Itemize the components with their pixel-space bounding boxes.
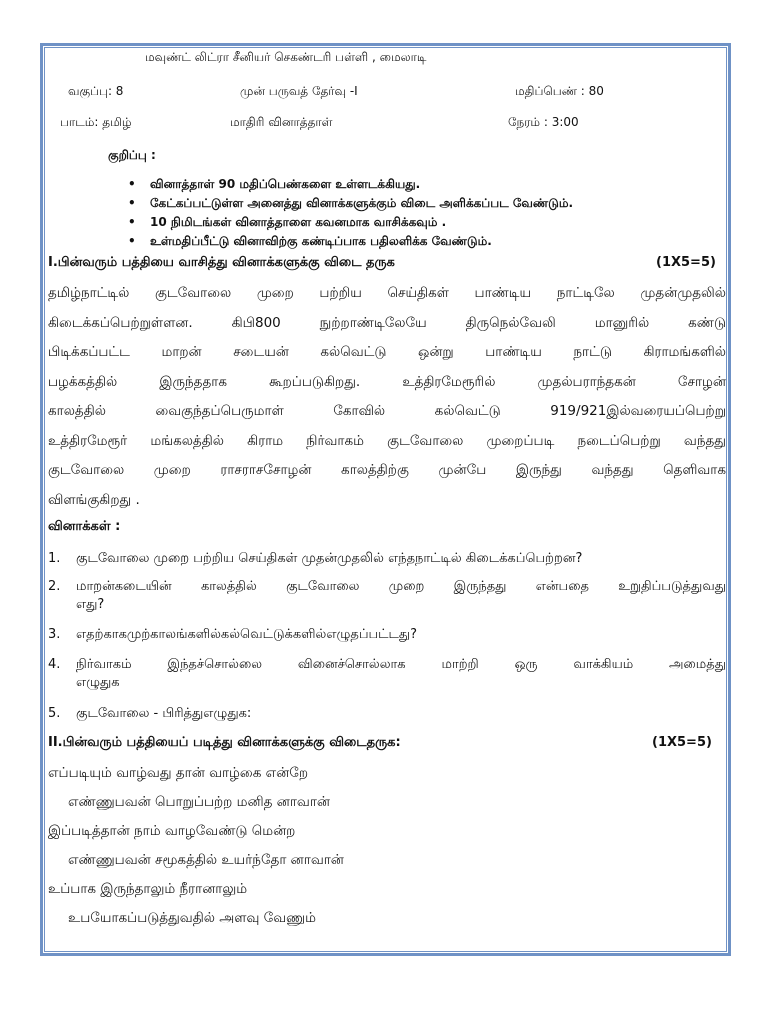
passage-line: பழக்கத்தில் இருந்ததாக கூறப்படுகிறது. உத்திரமேரூரில் முதல்பராந்தகன் சோழன் <box>48 373 726 390</box>
question-text: மாறன்கடையின் காலத்தில் குடவோலை முறை இருந்தது என்பதை உறுதிப்படுத்துவது <box>76 579 726 594</box>
note-item: • வினாத்தாள் 90 மதிப்பெண்களை உள்ளடக்கியது. <box>128 175 718 194</box>
question-number: 1. <box>48 551 61 566</box>
question-text: குடவோலை முறை பற்றிய செய்திகள் முதன்முதலில் எந்தநாட்டில் கிடைக்கப்பெற்றன? <box>76 551 583 566</box>
section1-title: I.பின்வரும் பத்தியை வாசித்து வினாக்களுக்கு விடை தருக <box>48 255 395 270</box>
notes-list <box>128 175 718 251</box>
passage-line: பிடிக்கப்பட்ட மாறன் சடையன் கல்வெட்டு ஒன்று பாண்டிய நாட்டு கிராமங்களில் <box>48 344 726 360</box>
class-label: வகுப்பு: 8 <box>68 84 124 98</box>
question-item <box>48 656 726 692</box>
question-number: 3. <box>48 627 61 642</box>
bullet-icon: • <box>128 234 136 248</box>
note-item: • 10 நிமிடங்கள் வினாத்தாளை கவனமாக வாசிக்கவும் . <box>128 213 718 232</box>
question-item <box>48 550 726 568</box>
time-label: நேரம் : 3:00 <box>508 115 579 129</box>
poem-line: எண்ணுபவன் பொறுப்பற்ற மனித னாவான் <box>68 794 330 810</box>
question-text: எதற்காகமுற்காலங்களில்கல்வெட்டுக்களில்எழுதப்பட்டது? <box>76 627 418 642</box>
question-item <box>48 626 726 644</box>
passage-line: தமிழ்நாட்டில் குடவோலை முறை பற்றிய செய்திகள் பாண்டிய நாட்டிலே முதன்முதலில் <box>48 285 726 301</box>
passage-line: காலத்தில் வைகுந்தப்பெருமாள் கோவில் கல்வெட்டு 919/921இல்வரையப்பெற்று <box>48 403 726 419</box>
notes-heading: குறிப்பு : <box>108 148 156 162</box>
question-number: 5. <box>48 706 61 721</box>
questions-heading: வினாக்கள் : <box>48 519 121 534</box>
passage-line: குடவோலை முறை ராசராசசோழன் காலத்திற்கு முன்பே இருந்து வந்தது தெளிவாக <box>48 462 726 478</box>
poem-line: எண்ணுபவன் சமூகத்தில் உயர்ந்தோ னாவான் <box>68 852 344 868</box>
question-number: 2. <box>48 579 61 594</box>
section1-marks: (1X5=5) <box>656 255 716 270</box>
question-number: 4. <box>48 657 61 672</box>
section1-passage <box>48 279 726 515</box>
question-text: குடவோலை - பிரித்துஎழுதுக: <box>76 706 252 721</box>
bullet-icon: • <box>128 196 136 210</box>
question-text-cont: எது? <box>76 597 105 612</box>
section2-marks: (1X5=5) <box>652 735 712 750</box>
question-text-cont: எழுதுக <box>76 675 120 690</box>
passage-line: உத்திரமேரூர் மங்கலத்தில் கிராம நிர்வாகம் குடவோலை முறைப்படி நடைப்பெற்று வந்தது <box>48 432 726 449</box>
question-item <box>48 705 726 723</box>
note-item: • உள்மதிப்பீட்டு வினாவிற்கு கண்டிப்பாக பதிலளிக்க வேண்டும். <box>128 232 718 251</box>
bullet-icon: • <box>128 177 136 191</box>
subject-label: பாடம்: தமிழ் <box>60 115 132 129</box>
section2-title: II.பின்வரும் பத்தியைப் படித்து வினாக்களுக்கு விடைதருக: <box>48 735 401 750</box>
question-item <box>48 578 726 614</box>
poem-line: எப்படியும் வாழ்வது தான் வாழ்கை என்றே <box>48 765 309 781</box>
note-item: • கேட்கப்பட்டுள்ள அனைத்து வினாக்களுக்கும் விடை அளிக்கப்பட வேண்டும். <box>128 194 718 213</box>
poem-line: இப்படித்தான் நாம் வாழவேண்டு மென்ற <box>48 823 296 839</box>
paper-type: மாதிரி வினாத்தாள் <box>230 115 333 129</box>
poem-line: உபயோகப்படுத்துவதில் அளவு வேணும் <box>68 910 316 926</box>
question-text: நிர்வாகம் இந்தச்சொல்லை வினைச்சொல்லாக மாற்றி ஒரு வாக்கியம் அமைத்து <box>76 657 726 672</box>
exam-name: முன் பருவத் தேர்வு -I <box>240 84 358 98</box>
poem-line: உப்பாக இருந்தாலும் நீரானாலும் <box>48 881 248 897</box>
total-marks: மதிப்பெண் : 80 <box>515 84 604 98</box>
bullet-icon: • <box>128 215 136 229</box>
school-name: மவுண்ட் லிட்ரா சீனியர் செகண்டரி பள்ளி , மைலாடி <box>145 50 427 64</box>
passage-line: கிடைக்கப்பெற்றுள்ளன. கிபி800 நுற்றாண்டிலேயே திருநெல்வேலி மானுரில் கண்டு <box>48 314 726 331</box>
passage-line: விளங்குகிறது . <box>48 491 140 508</box>
